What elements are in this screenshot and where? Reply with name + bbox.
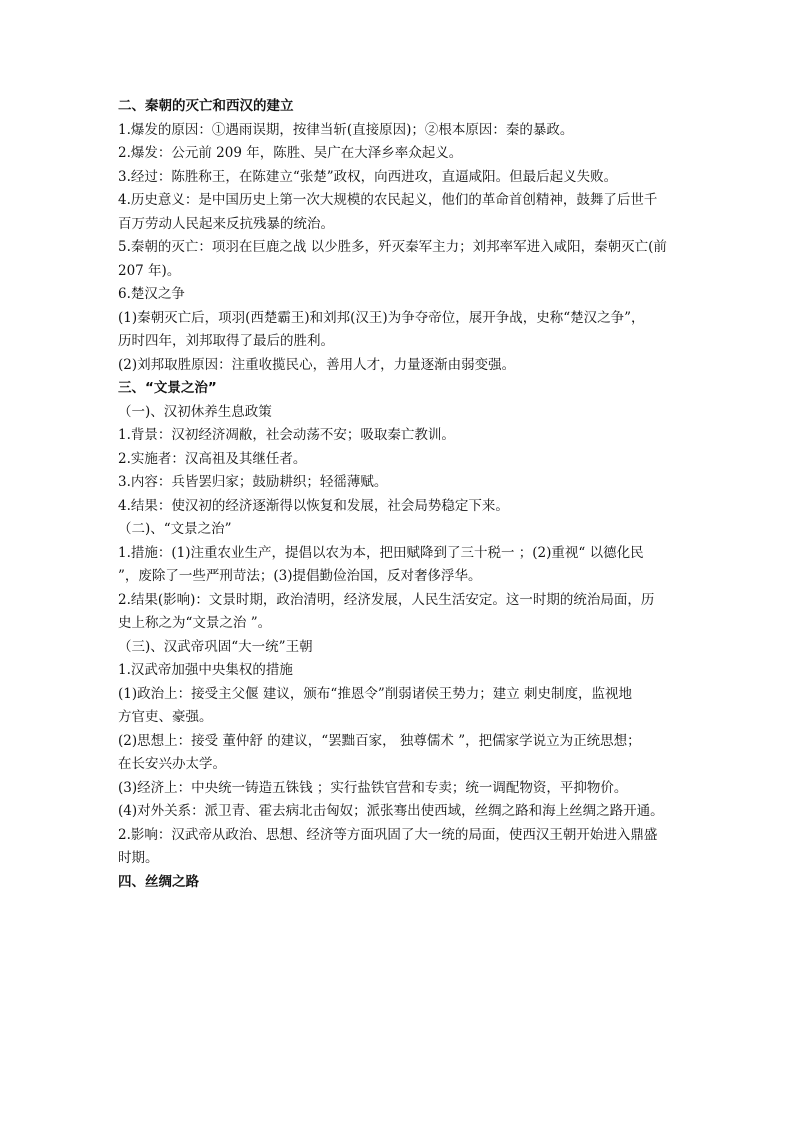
text-line: （二)、“文景之治” xyxy=(118,521,232,537)
text-line: 史上称之为“文景之治 ”。 xyxy=(118,615,272,631)
text-line: 4.历史意义：是中国历史上第一次大规模的农民起义，他们的革命首创精神，鼓舞了后世千 xyxy=(118,192,658,208)
text-line: 1.爆发的原因：①遇雨误期，按律当斩(直接原因)；②根本原因：秦的暴政。 xyxy=(118,121,574,138)
text-line: 在长安兴办太学。 xyxy=(118,756,226,772)
text-line: 1.背景：汉初经济凋敝，社会动荡不安；吸取秦亡教训。 xyxy=(118,427,455,443)
text-line: 5.秦朝的灭亡：项羽在巨鹿之战 以少胜多，歼灭秦军主力；刘邦率军进入咸阳，秦朝灭亡(前 xyxy=(118,239,667,255)
text-line: 6.楚汉之争 xyxy=(118,286,185,302)
text-line: (3)经济上：中央统一铸造五铢钱 ；实行盐铁官营和专卖；统一调配物资，平抑物价。 xyxy=(118,779,628,796)
text-line: (1)秦朝灭亡后，项羽(西楚霸王)和刘邦(汉王)为争夺帝位，展开争战，史称“楚汉之争”， xyxy=(118,309,645,326)
text-line: (2)刘邦取胜原因：注重收揽民心，善用人才，力量逐渐由弱变强。 xyxy=(118,356,516,373)
text-line: 2.实施者：汉高祖及其继任者。 xyxy=(118,450,307,467)
text-line: 百万劳动人民起来反抗残暴的统治。 xyxy=(118,215,334,232)
document-body xyxy=(118,95,678,894)
text-line: 历时四年，刘邦取得了最后的胜利。 xyxy=(118,333,334,349)
text-line: 方官吏、豪强。 xyxy=(118,709,213,725)
text-line: (1)政治上：接受主父偃 建议，颁布“推恩令”削弱诸侯王势力；建立 刺史制度，监视地 xyxy=(118,685,633,702)
text-line: （一)、汉初休养生息政策 xyxy=(118,403,272,420)
text-line: 1.措施：(1)注重农业生产，提倡以农为本，把田赋降到了三十税一 ；(2)重视“ 以德化民 xyxy=(118,544,644,561)
text-line: 时期。 xyxy=(118,850,159,866)
section-heading: 四、丝绸之路 xyxy=(118,873,199,890)
text-line: (2)思想上：接受 董仲舒 的建议，“罢黜百家， 独尊儒术 ”，把儒家学说立为正统思想； xyxy=(118,732,641,749)
text-line: 2.影响：汉武帝从政治、思想、经济等方面巩固了大一统的局面，使西汉王朝开始进入鼎盛 xyxy=(118,826,658,843)
text-line: 2.爆发：公元前 209 年，陈胜、吴广在大泽乡率众起义。 xyxy=(118,145,463,161)
text-line: ”，废除了一些严刑苛法；(3)提倡勤俭治国，反对奢侈浮华。 xyxy=(118,568,482,584)
text-line: 3.经过：陈胜称王，在陈建立“张楚”政权，向西进攻，直逼咸阳。但最后起义失败。 xyxy=(118,168,618,185)
text-line: 4.结果：使汉初的经济逐渐得以恢复和发展，社会局势稳定下来。 xyxy=(118,497,509,514)
text-line: (4)对外关系：派卫青、霍去病北击匈奴；派张骞出使西域，丝绸之路和海上丝绸之路开通。 xyxy=(118,803,664,819)
text-line: 3.内容：兵皆罢归家；鼓励耕织；轻徭薄赋。 xyxy=(118,474,388,490)
text-line: 2.结果(影响)：文景时期，政治清明，经济发展，人民生活安定。这一时期的统治局面，历 xyxy=(118,591,655,608)
text-line: 1.汉武帝加强中央集权的措施 xyxy=(118,662,293,678)
section-heading: 二、秦朝的灭亡和西汉的建立 xyxy=(118,98,294,114)
text-line: 207 年)。 xyxy=(118,262,181,279)
section-heading: 三、“文景之治” xyxy=(118,380,217,396)
text-line: （三)、汉武帝巩固“大一统”王朝 xyxy=(118,638,313,655)
